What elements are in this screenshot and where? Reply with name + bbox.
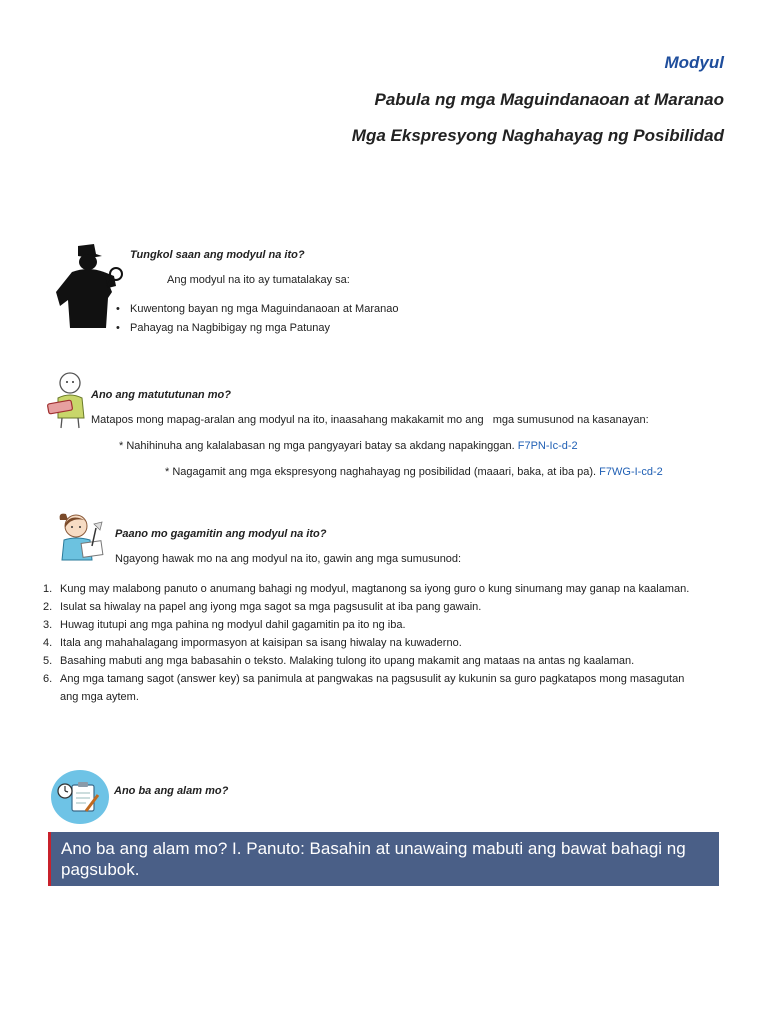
competency-2-text: * Nagagamit ang mga ekspresyong naghahayag ng posibilidad (maaari, baka, at iba pa). (165, 466, 597, 478)
section-howto-intro: Ngayong hawak mo na ang modyul na ito, gawin ang mga sumusunod: (115, 553, 462, 565)
module-label: Modyul (664, 53, 724, 72)
list-item: • Pahayag na Nagbibigay ng mga Patunay (116, 319, 398, 338)
competency-1-text: * Nahihinuha ang kalalabasan ng mga pangyayari batay sa akdang napakinggan. (119, 440, 515, 452)
section-learn-intro: Matapos mong mapag-aralan ang modyul na ito, inaasahang makakamit mo ang mga sumusunod na kasanayan: (91, 414, 649, 426)
section-about-title: Tungkol saan ang modyul na ito? (130, 249, 305, 261)
competency-2 (165, 466, 663, 478)
list-item: Kung may malabong panuto o anumang bahagi ng modyul, magtanong sa iyong guro o kung sinumang may ganap na kaalaman. (60, 583, 690, 595)
instruction-banner: Ano ba ang alam mo? I. Panuto: Basahin at unawaing mabuti ang bawat bahagi ng pagsubok. (48, 832, 719, 886)
section-learn-title: Ano ang matututunan mo? (91, 389, 231, 401)
list-item: Isulat sa hiwalay na papel ang iyong mga sagot sa mga pagsusulit at iba pang gawain. (60, 601, 482, 613)
section-about-intro: Ang modyul na ito ay tumatalakay sa: (167, 274, 350, 286)
quiz-clipboard-icon (50, 769, 110, 825)
competency-1 (119, 440, 578, 452)
list-item: • Kuwentong bayan ng mga Maguindanaoan at Maranao (116, 300, 398, 319)
instructions-list (43, 580, 703, 706)
module-subtitle: Mga Ekspresyong Naghahayag ng Posibilidad (351, 126, 724, 145)
student-reading-icon (46, 370, 90, 430)
competency-1-code: F7PN-Ic-d-2 (517, 440, 578, 452)
section-about-list (116, 300, 398, 338)
list-item: Huwag itutupi ang mga pahina ng modyul dahil gagamitin pa ito ng iba. (60, 619, 406, 631)
competency-2-code: F7WG-I-cd-2 (599, 466, 663, 478)
section-howto-title: Paano mo gagamitin ang modyul na ito? (115, 528, 327, 540)
detective-silhouette-icon (50, 242, 124, 330)
module-title: Pabula ng mga Maguindanaoan at Maranao (374, 90, 724, 109)
list-item: Basahing mabuti ang mga babasahin o teksto. Malaking tulong ito upang makamit ang mataas na antas ng kaalaman. (60, 655, 635, 667)
girl-writing-icon (52, 510, 112, 568)
section-pretest-title: Ano ba ang alam mo? (114, 785, 229, 797)
list-item: Itala ang mahahalagang impormasyon at kaisipan sa isang hiwalay na kuwaderno. (60, 637, 462, 649)
list-item: Ang mga tamang sagot (answer key) sa panimula at pangwakas na pagsusulit ay kukunin sa guro pagkatapos mong masagutan ang mga aytem. (60, 673, 685, 703)
